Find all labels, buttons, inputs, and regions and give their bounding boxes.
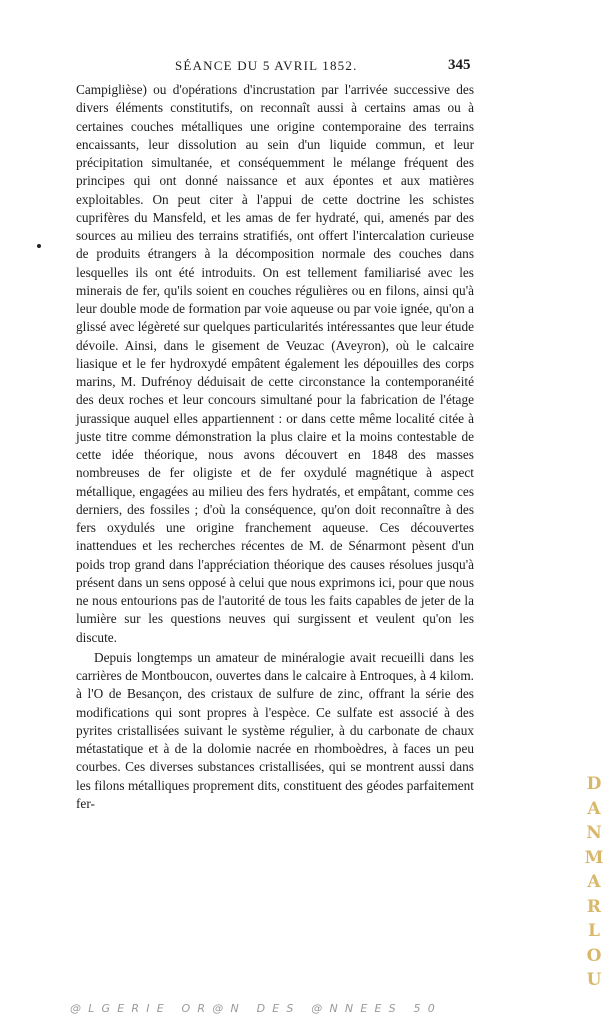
footer-watermark: @LGERIE OR@N DES @NNEES 50 — [70, 1002, 442, 1015]
vertical-watermark: DANMARLOU — [584, 774, 604, 990]
paragraph: Depuis longtemps un amateur de minéralogie avait recueilli dans les carrières de Montboucon, ouvertes dans le calcaire à Entroques, à 4 kilom. à l'O de Besançon, des cristaux de sulfure de zinc, offrant la série des modifications qui sont propres à l'espèce. Ce sulfate est associé à des pyrites cristallisées suivant le système régulier, à du carbonate de chaux métastatique et à de la dolomie nacrée en rhomboèdres, à faces un peu courbes. Ces diverses substances cristallisées, qui se montrent aussi dans les filons métalliques proprement dits, constituent des géodes parfaitement fer- — [76, 649, 474, 811]
page-number: 345 — [448, 57, 471, 73]
body-text — [76, 81, 474, 813]
running-title: SÉANCE DU 5 AVRIL 1852. — [175, 58, 358, 73]
running-head — [0, 58, 610, 78]
paragraph: Campiglièse) ou d'opérations d'incrustation par l'arrivée successive des divers éléments constitutifs, on reconnaît aussi à certains amas ou à certaines couches métalliques une origine contemporaine des terrains encaissants, leur dissolution au sein d'un liquide commun, et leur précipitation simultanée, et conséquemment le mélange fréquent des principes qui ont donné naissance et aux épontes et aux matières exploitables. On peut citer à l'appui de cette doctrine les schistes cuprifères du Mansfeld, et les amas de fer hydraté, qui, amenés par des sources au milieu des terrains stratifiés, ont offert l'intercalation curieuse de produits étrangers à la décomposition normale des couches dans lesquelles ils ont été introduits. On est tellement familiarisé avec les minerais de fer, qu'ils soient en couches régulières ou en filons, ainsi qu'à leur double mode de formation par voie aqueuse ou par voie ignée, qu'on a glissé avec légèreté sur quelques particularités intéressantes que leur étude dévoile. Ainsi, dans le gisement de Veuzac (Aveyron), où le calcaire liasique et le fer hydroxydé empâtent également les dépouilles des corps marins, M. Dufrénoy déduisait de cette circonstance la contemporanéité des deux roches et leur concours simultané pour la fabrication de l'étage jurassique auquel elles appartiennent : or dans cette même localité citée à juste titre comme démonstration la plus claire et la moins contestable de cette idée théorique, nous avons découvert en 1848 des masses nombreuses de fer oligiste et de fer oxydulé magnétique à aspect métallique, engagées au milieu des fers hydratés, et empâtant, comme ces derniers, des fossiles ; d'où la conséquence, qu'on doit reconnaître à des fers oxydulés une origine franchement aqueuse. Ces découvertes inattendues et les recherches récentes de M. de Sénarmont pèsent d'un poids trop grand dans l'appréciation théorique des causes résolues jusqu'à présent dans un sens opposé à celui que nous exprimons ici, pour que nous ne nous entourions pas de l'autorité de tous les faits capables de jeter de la lumière sur les questions neuves qui surgissent et veulent qu'on les discute. — [76, 82, 474, 645]
margin-dot-mark — [37, 244, 41, 248]
